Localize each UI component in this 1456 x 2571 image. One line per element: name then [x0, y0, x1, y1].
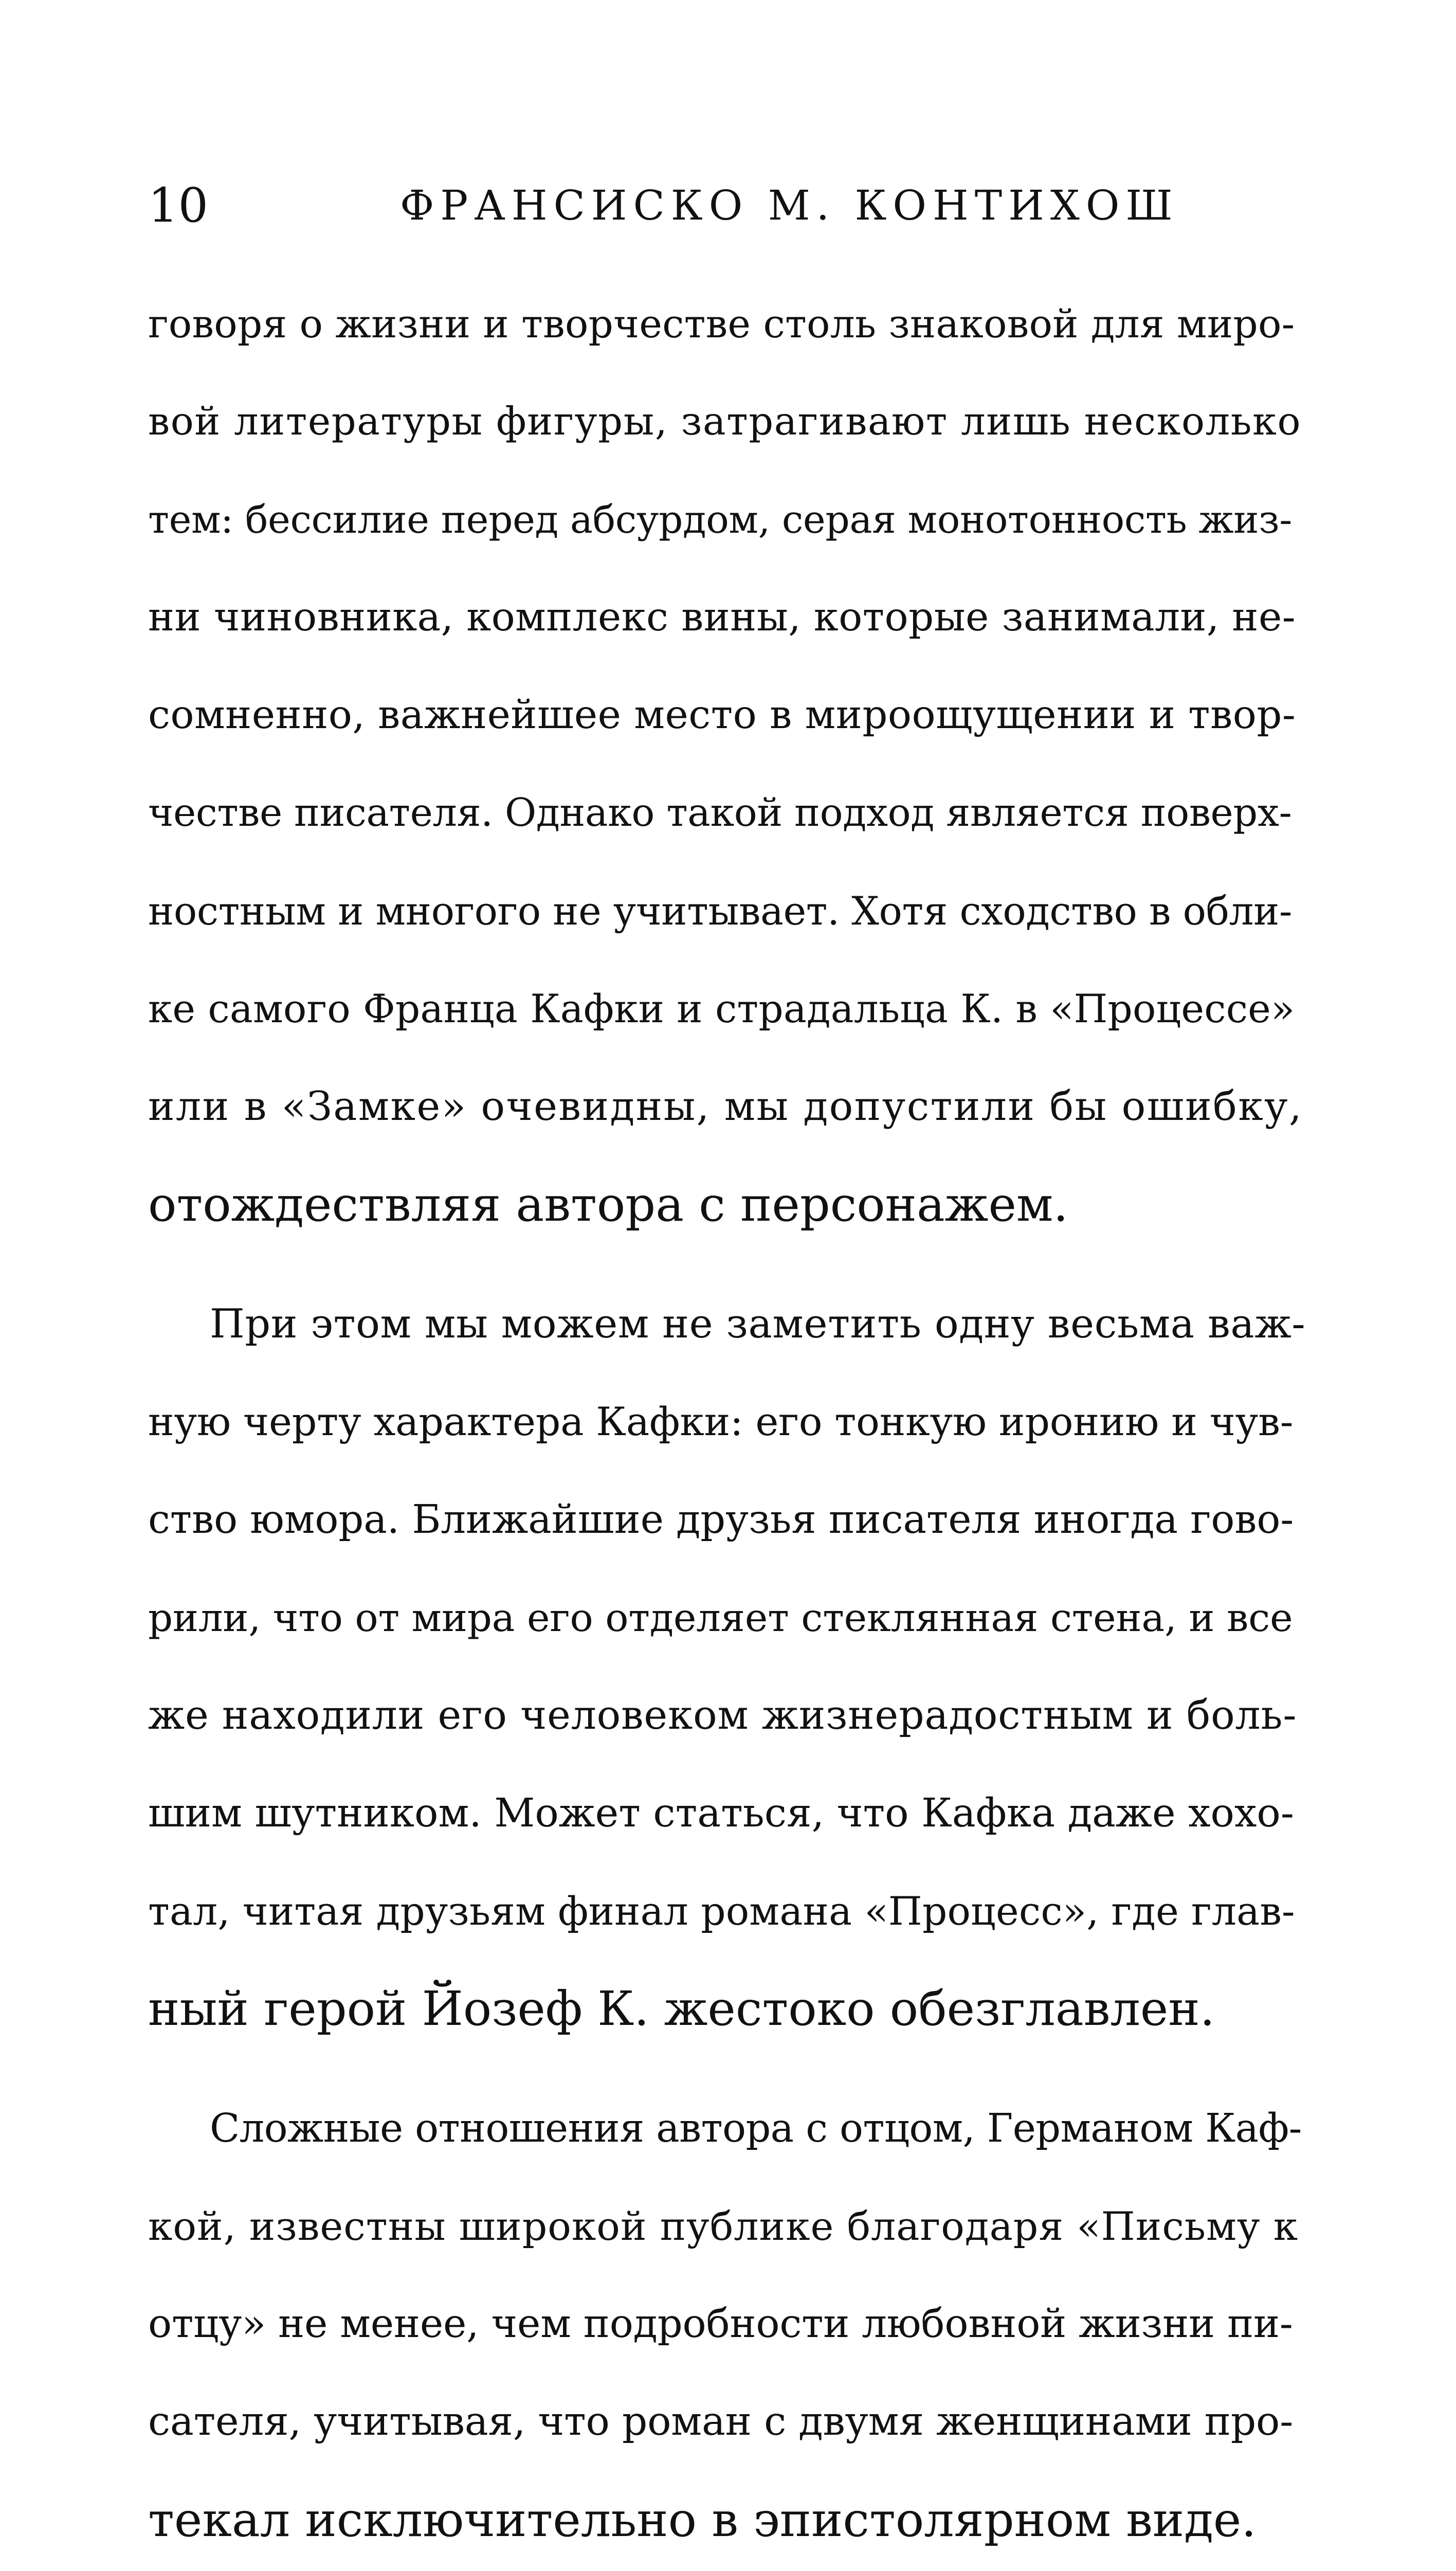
text-line: При этом мы можем не заметить одну весьма важ-: [210, 1300, 1306, 1347]
body-text: [148, 275, 1306, 2571]
text-line: говоря о жизни и творчестве столь знаковой для миро-: [148, 301, 1295, 347]
text-line: вой литературы фигуры, затрагивают лишь несколько: [148, 399, 1302, 444]
paragraph-1: [148, 275, 1303, 1254]
text-line: или в «Замке» очевидны, мы допустили бы ошибку,: [148, 1083, 1303, 1130]
text-line: шим шутником. Может статься, что Кафка даже хохо-: [148, 1790, 1294, 1837]
paragraph-2: [148, 1275, 1306, 2058]
running-head: [148, 170, 1300, 242]
text-line: ную черту характера Кафки: его тонкую иронию и чув-: [148, 1399, 1294, 1445]
text-line: ный герой Йозеф К. жестоко обезглавлен.: [148, 1981, 1215, 2037]
text-line: сателя, учитывая, что роман с двумя женщинами про-: [148, 2399, 1294, 2445]
text-line: тал, читая друзьям финал романа «Процесс», где глав-: [148, 1888, 1295, 1934]
text-line: ностным и многого не учитывает. Хотя сходство в обли-: [148, 888, 1292, 934]
text-line: ство юмора. Ближайшие друзья писателя иногда гово-: [148, 1496, 1294, 1543]
text-line: отцу» не менее, чем подробности любовной жизни пи-: [148, 2301, 1293, 2347]
running-title: ФРАНСИСКО М. КОНТИХОШ: [400, 182, 1179, 229]
text-line: сомненно, важнейшее место в мироощущении и твор-: [148, 692, 1296, 738]
text-line: текал исключительно в эпистолярном виде.: [148, 2492, 1257, 2547]
text-line: рили, что от мира его отделяет стеклянная стена, и все: [148, 1595, 1293, 1640]
text-line: Сложные отношения автора с отцом, Германом Каф-: [210, 2105, 1302, 2151]
text-line: честве писателя. Однако такой подход является поверх-: [148, 790, 1292, 836]
text-line: же находили его человеком жизнерадостным и боль-: [148, 1692, 1297, 1739]
text-line: тем: бессилие перед абсурдом, серая монотонность жиз-: [148, 497, 1292, 542]
text-line: отождествляя автора с персонажем.: [148, 1176, 1068, 1232]
page-number: 10: [148, 178, 209, 233]
text-line: кой, известны широкой публике благодаря «Письму к: [148, 2203, 1299, 2249]
text-line: ке самого Франца Кафки и страдальца К. в «Процессе»: [148, 986, 1295, 1032]
paragraph-3: [148, 2079, 1300, 2568]
text-line: ни чиновника, комплекс вины, которые занимали, не-: [148, 594, 1296, 640]
